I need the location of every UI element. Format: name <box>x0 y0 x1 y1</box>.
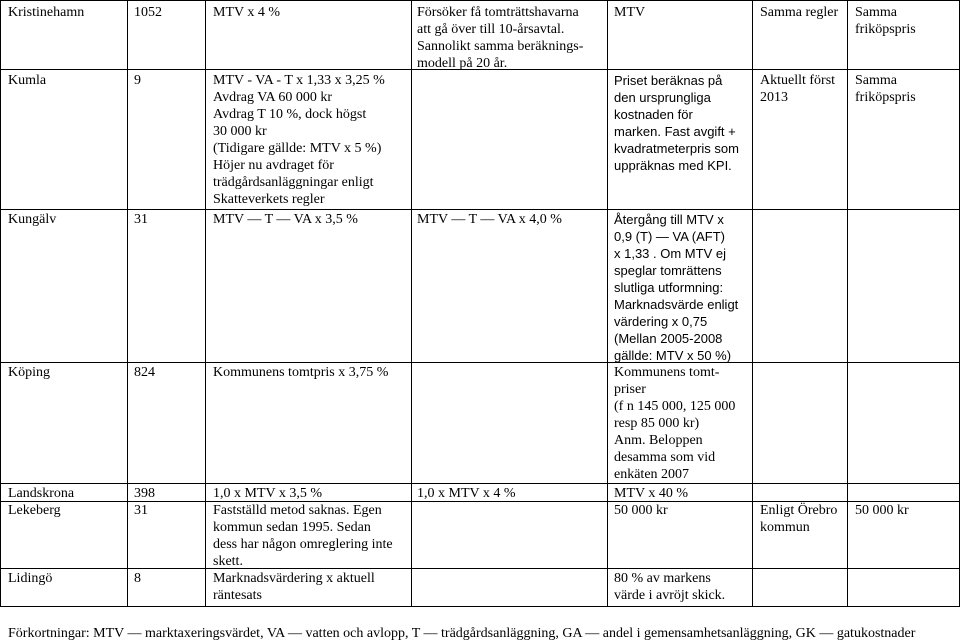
table-cell-count: 8 <box>134 571 141 586</box>
table-cell-current-rule: 1,0 x MTV x 3,5 % <box>213 486 323 501</box>
row-divider <box>0 209 960 210</box>
row-divider <box>0 568 960 569</box>
table-cell-municipality: Landskrona <box>8 486 75 501</box>
table-cell-current-rule: MTV x 4 % <box>213 5 281 20</box>
table-cell-price: Samma friköpspris <box>855 5 916 37</box>
row-divider <box>0 0 960 1</box>
table-cell-count: 9 <box>134 73 141 88</box>
table-cell-municipality: Kungälv <box>8 212 57 227</box>
table-cell-method: Återgång till MTV x 0,9 (T) — VA (AFT) x 1,33 . Om MTV ej speglar tomrättens slutliga utformning: Marknadsvärde enligt värdering x 0,75 (Mellan 2005-2008 gällde: MTV x 50 %) <box>614 212 739 363</box>
table-cell-method: 50 000 kr <box>614 503 668 518</box>
column-divider <box>607 0 608 607</box>
table-cell-count: 824 <box>134 365 155 380</box>
table-cell-price: Samma friköpspris <box>855 73 916 105</box>
table-cell-method: Priset beräknas på den ursprungliga kostnaden för marken. Fast avgift + kvadratmeterpris som uppräknas med KPI. <box>614 73 739 173</box>
table-cell-current-rule: Fastställd metod saknas. Egen kommun sedan 1995. Sedan dess har någon omreglering inte skett. <box>213 503 393 569</box>
table-cell-current-rule: MTV - VA - T x 1,33 x 3,25 % Avdrag VA 60 000 kr Avdrag T 10 %, dock högst 30 000 kr (Tidigare gällde: MTV x 5 %) Höjer nu avdraget för trädgårdsanläggningar enligt Skatteverkets regler <box>213 73 385 207</box>
row-divider <box>0 483 960 484</box>
column-divider <box>205 0 206 607</box>
table-cell-municipality: Lekeberg <box>8 503 61 518</box>
row-divider <box>0 362 960 363</box>
table-cell-note: Aktuellt först 2013 <box>760 73 836 105</box>
table-cell-note: Enligt Örebro kommun <box>760 503 838 535</box>
table-cell-count: 1052 <box>134 5 162 20</box>
column-divider <box>847 0 848 607</box>
table-cell-count: 31 <box>134 212 148 227</box>
table-cell-new-rule: 1,0 x MTV x 4 % <box>417 486 516 501</box>
column-divider <box>752 0 753 607</box>
column-divider <box>0 0 1 607</box>
table-cell-count: 31 <box>134 503 148 518</box>
table-cell-method: MTV <box>614 5 646 20</box>
table-cell-new-rule: MTV — T — VA x 4,0 % <box>417 212 562 227</box>
table-cell-municipality: Lidingö <box>8 571 53 586</box>
table-cell-method: MTV x 40 % <box>614 486 689 501</box>
table-cell-note: Samma regler <box>760 5 839 20</box>
table-cell-count: 398 <box>134 486 155 501</box>
table-cell-municipality: Köping <box>8 365 50 380</box>
table-cell-current-rule: MTV — T — VA x 3,5 % <box>213 212 358 227</box>
table-cell-municipality: Kristinehamn <box>8 5 85 20</box>
column-divider <box>411 0 412 607</box>
table-cell-new-rule: Försöker få tomträttshavarna att gå över till 10-årsavtal. Sannolikt samma beräknings- modell på 20 år. <box>417 5 584 71</box>
abbreviations-footnote: Förkortningar: MTV — marktaxeringsvärdet, VA — vatten och avlopp, T — trädgårdsanläggning, GA — andel i gemensamhetsanläggning, GK — gatukostnader <box>8 626 916 641</box>
row-divider <box>0 606 960 607</box>
table-cell-municipality: Kumla <box>8 73 47 88</box>
column-divider <box>127 0 128 607</box>
table-cell-current-rule: Marknadsvärdering x aktuell räntesats <box>213 571 375 603</box>
table-cell-current-rule: Kommunens tomtpris x 3,75 % <box>213 365 389 380</box>
table-cell-method: Kommunens tomt- priser (f n 145 000, 125 000 resp 85 000 kr) Anm. Beloppen desamma som vid enkäten 2007 <box>614 365 736 482</box>
table-cell-price: 50 000 kr <box>855 503 909 518</box>
table-cell-method: 80 % av markens värde i avröjt skick. <box>614 571 726 603</box>
